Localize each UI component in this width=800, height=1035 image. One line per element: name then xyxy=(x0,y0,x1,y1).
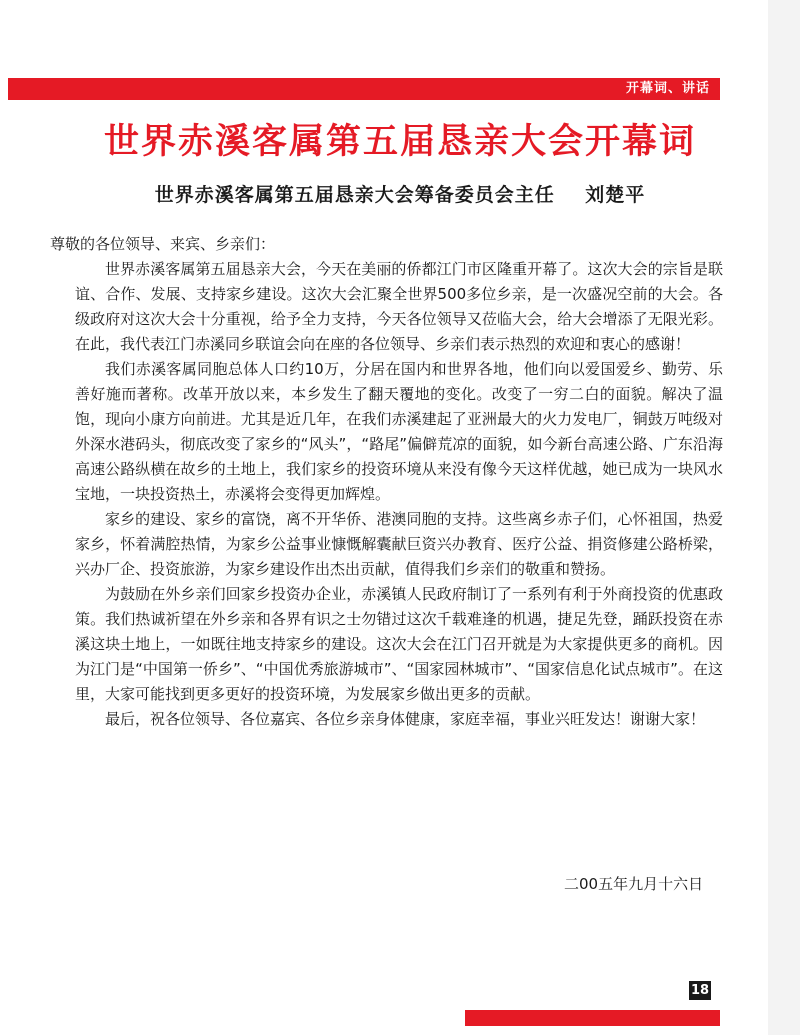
article-body xyxy=(50,232,723,732)
article-date: 二00五年九月十六日 xyxy=(564,875,704,893)
section-header-bar xyxy=(8,78,720,100)
page-number: 18 xyxy=(690,983,710,998)
paragraph: 最后，祝各位领导、各位嘉宾、各位乡亲身体健康，家庭幸福，事业兴旺发达！谢谢大家！ xyxy=(105,710,706,728)
paragraph: 我们赤溪客属同胞总体人口约10万，分居在国内和世界各地，他们向以爱国爱乡、勤劳、乐善好施而著称。改革开放以来，本乡发生了翻天覆地的变化。改变了一穷二白的面貌。解决了温饱，现向小康方向前进。尤其是近几年，在我们赤溪建起了亚洲最大的火力发电厂，铜鼓万吨级对外深水港码头，彻底改变了家乡的“风头”，“路尾”偏僻荒凉的面貌，如今新台高速公路、广东沿海高速公路纵横在故乡的土地上，我们家乡的投资环境从来没有像今天这样优越，她已成为一块风水宝地，一块投资热土，赤溪将会变得更加辉煌。 xyxy=(75,360,723,503)
footer-bar xyxy=(465,1010,720,1026)
salutation: 尊敬的各位领导、来宾、乡亲们： xyxy=(50,235,276,253)
paragraph: 为鼓励在外乡亲们回家乡投资办企业，赤溪镇人民政府制订了一系列有利于外商投资的优惠政策。我们热诚祈望在外乡亲和各界有识之士勿错过这次千载难逢的机遇，捷足先登，踊跃投资在赤溪这块土地上，一如既往地支持家乡的建设。这次大会在江门召开就是为大家提供更多的商机。因为江门是“中国第一侨乡”、“中国优秀旅游城市”、“国家园林城市”、“国家信息化试点城市”。在这里，大家可能找到更多更好的投资环境，为发展家乡做出更多的贡献。 xyxy=(75,585,723,703)
author-line: 世界赤溪客属第五届恳亲大会筹备委员会主任 刘楚平 xyxy=(154,184,646,206)
section-label: 开幕词、讲话 xyxy=(625,81,710,96)
page-title: 世界赤溪客属第五届恳亲大会开幕词 xyxy=(103,122,696,162)
paragraph: 世界赤溪客属第五届恳亲大会，今天在美丽的侨都江门市区隆重开幕了。这次大会的宗旨是联谊、合作、发展、支持家乡建设。这次大会汇聚全世界500多位乡亲，是一次盛况空前的大会。各级政府对这次大会十分重视，给予全力支持，今天各位领导又莅临大会，给大会增添了无限光彩。在此，我代表江门赤溪同乡联谊会向在座的各位领导、乡亲们表示热烈的欢迎和衷心的感谢！ xyxy=(75,260,723,353)
paragraph: 家乡的建设、家乡的富饶，离不开华侨、港澳同胞的支持。这些离乡赤子们，心怀祖国，热爱家乡，怀着满腔热情，为家乡公益事业慷慨解囊献巨资兴办教育、医疗公益、捐资修建公路桥梁，兴办厂企、投资旅游，为家乡建设作出杰出贡献，值得我们乡亲们的敬重和赞扬。 xyxy=(75,510,723,578)
